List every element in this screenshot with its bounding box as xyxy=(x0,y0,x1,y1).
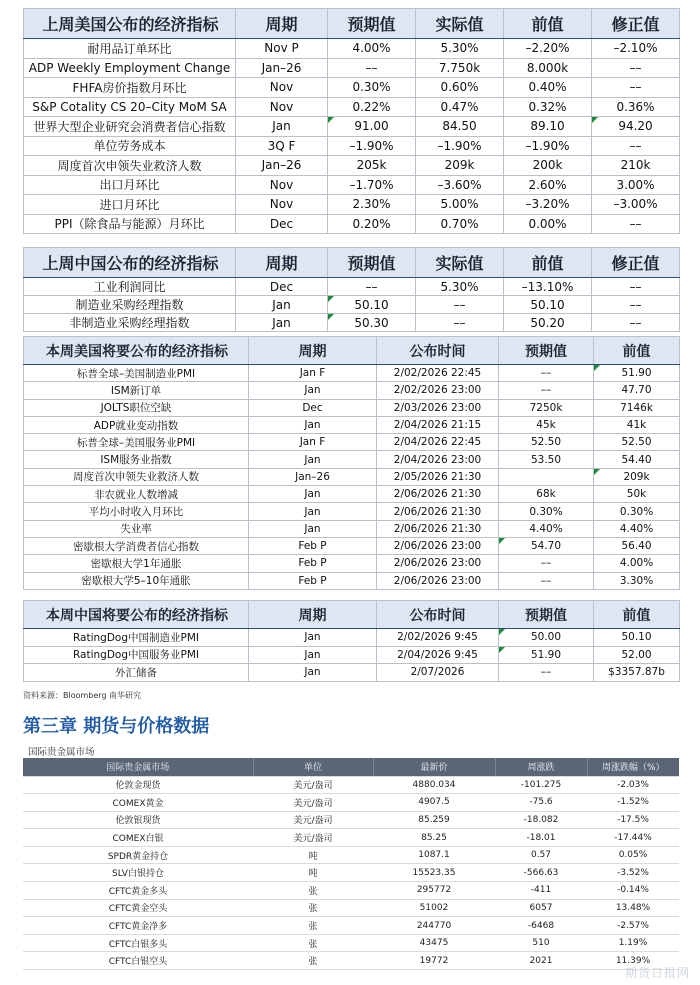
column-header: 上周中国公布的经济指标 xyxy=(24,248,236,278)
table-cell: 84.50 xyxy=(416,117,504,137)
table-cell: –– xyxy=(499,365,594,382)
table-cell: JOLTS职位空缺 xyxy=(24,399,249,416)
cn-last-week-table xyxy=(23,247,680,332)
column-header: 前值 xyxy=(594,337,680,365)
table-cell: 50.00 xyxy=(499,629,594,647)
table-cell: 2/02/2026 22:45 xyxy=(377,365,499,382)
column-header: 修正值 xyxy=(592,248,680,278)
column-header: 本周中国将要公布的经济指标 xyxy=(24,601,249,629)
table-cell: 周度首次申领失业救济人数 xyxy=(24,156,236,176)
table-cell: 200k xyxy=(504,156,592,176)
table-cell: -17.44% xyxy=(587,829,679,847)
table-cell: Jan xyxy=(249,486,377,503)
table-cell: –1.90% xyxy=(504,136,592,156)
table-cell: 2/05/2026 21:30 xyxy=(377,468,499,485)
table-row xyxy=(24,278,680,296)
column-header: 前值 xyxy=(504,248,592,278)
table-cell: 张 xyxy=(253,934,373,952)
column-header: 周期 xyxy=(236,248,328,278)
table-cell: 8.000k xyxy=(504,58,592,78)
table-cell: 85.25 xyxy=(373,829,495,847)
table-cell: COMEX黄金 xyxy=(23,794,253,812)
table-cell: 47.70 xyxy=(594,382,680,399)
table-cell: 2/06/2026 23:00 xyxy=(377,555,499,572)
table-cell: 吨 xyxy=(253,846,373,864)
table-cell: –3.20% xyxy=(504,195,592,215)
column-header: 国际贵金属市场 xyxy=(23,758,253,776)
table-cell: ISM服务业指数 xyxy=(24,451,249,468)
table-cell: –1.90% xyxy=(328,136,416,156)
table-row xyxy=(23,899,679,917)
table-cell: 244770 xyxy=(373,917,495,935)
table-cell: 0.47% xyxy=(416,97,504,117)
cn-this-week-table xyxy=(23,600,680,682)
table-row xyxy=(23,846,679,864)
table-cell: CFTC黄金空头 xyxy=(23,899,253,917)
table-row xyxy=(24,520,680,537)
table-row xyxy=(23,952,679,970)
table-cell: Jan xyxy=(249,416,377,433)
column-header: 单位 xyxy=(253,758,373,776)
table-cell: 50.10 xyxy=(504,296,592,314)
table-row xyxy=(24,136,680,156)
table-row xyxy=(24,78,680,98)
table-cell: 周度首次申领失业救济人数 xyxy=(24,468,249,485)
table-cell: –2.10% xyxy=(592,39,680,59)
table-cell: CFTC黄金净多 xyxy=(23,917,253,935)
table-cell: 制造业采购经理指数 xyxy=(24,296,236,314)
table-row xyxy=(24,503,680,520)
table-cell: CFTC白银空头 xyxy=(23,952,253,970)
table-row xyxy=(24,314,680,332)
precious-metals-table xyxy=(23,758,679,970)
table-cell: 41k xyxy=(594,416,680,433)
table-cell: –3.00% xyxy=(592,195,680,215)
table-cell: –2.20% xyxy=(504,39,592,59)
table-cell: 美元/盎司 xyxy=(253,829,373,847)
table-cell: 2/04/2026 22:45 xyxy=(377,434,499,451)
table-cell: PPI（除食品与能源）月环比 xyxy=(24,214,236,234)
table-cell: CFTC白银多头 xyxy=(23,934,253,952)
table-cell: –– xyxy=(499,572,594,589)
table-cell: -0.14% xyxy=(587,882,679,900)
table-cell: –1.70% xyxy=(328,175,416,195)
column-header: 本周美国将要公布的经济指标 xyxy=(24,337,249,365)
table-row xyxy=(24,451,680,468)
table-cell: –– xyxy=(416,314,504,332)
table-cell: 3Q F xyxy=(236,136,328,156)
table-cell: Jan xyxy=(236,296,328,314)
column-header: 周期 xyxy=(236,9,328,39)
table-cell: 0.22% xyxy=(328,97,416,117)
table-cell: 5.00% xyxy=(416,195,504,215)
table-cell: 3.30% xyxy=(594,572,680,589)
table-cell: 张 xyxy=(253,882,373,900)
table-cell: 4907.5 xyxy=(373,794,495,812)
table-cell: 15523.35 xyxy=(373,864,495,882)
table-cell: 2.30% xyxy=(328,195,416,215)
table-cell: 伦敦金现货 xyxy=(23,776,253,794)
table-cell: -2.03% xyxy=(587,776,679,794)
table-cell: -3.52% xyxy=(587,864,679,882)
table-cell: 91.00 xyxy=(328,117,416,137)
column-header: 预期值 xyxy=(328,248,416,278)
table-row xyxy=(24,175,680,195)
table-cell: Nov xyxy=(236,175,328,195)
table-cell: ADP Weekly Employment Change xyxy=(24,58,236,78)
column-header: 公布时间 xyxy=(377,601,499,629)
table-cell: 2/06/2026 21:30 xyxy=(377,503,499,520)
table-cell: 50.10 xyxy=(594,629,680,647)
table-cell: Jan xyxy=(249,451,377,468)
table-row xyxy=(24,296,680,314)
table-cell: RatingDog中国服务业PMI xyxy=(24,646,249,664)
table-row xyxy=(23,794,679,812)
table-cell: 0.60% xyxy=(416,78,504,98)
table-row xyxy=(24,572,680,589)
metals-caption: 国际贵金属市场 xyxy=(28,747,95,758)
table-cell: 51.90 xyxy=(594,365,680,382)
table-cell: –1.90% xyxy=(416,136,504,156)
table-cell: 1.19% xyxy=(587,934,679,952)
table-cell: –– xyxy=(416,296,504,314)
table-cell: -75.6 xyxy=(495,794,587,812)
table-cell: 2/06/2026 21:30 xyxy=(377,486,499,503)
table-cell: S&P Cotality CS 20–City MoM SA xyxy=(24,97,236,117)
table-cell: -18.082 xyxy=(495,811,587,829)
column-header: 预期值 xyxy=(499,337,594,365)
table-cell: 2/04/2026 23:00 xyxy=(377,451,499,468)
table-cell: –– xyxy=(499,555,594,572)
table-cell: Nov P xyxy=(236,39,328,59)
table-cell: Nov xyxy=(236,78,328,98)
table-cell: 张 xyxy=(253,952,373,970)
column-header: 预期值 xyxy=(499,601,594,629)
table-row xyxy=(24,195,680,215)
table-cell: 外汇储备 xyxy=(24,664,249,682)
table-cell: –– xyxy=(592,296,680,314)
us-this-week-table xyxy=(23,336,680,590)
column-header: 上周美国公布的经济指标 xyxy=(24,9,236,39)
table-cell: Jan xyxy=(249,646,377,664)
table-cell: 0.30% xyxy=(328,78,416,98)
table-cell: Jan F xyxy=(249,365,377,382)
table-row xyxy=(23,864,679,882)
table-cell: 0.30% xyxy=(594,503,680,520)
table-cell: 51002 xyxy=(373,899,495,917)
table-row xyxy=(24,365,680,382)
table-cell: 标普全球–美国服务业PMI xyxy=(24,434,249,451)
table-cell: 平均小时收入月环比 xyxy=(24,503,249,520)
column-header: 前值 xyxy=(504,9,592,39)
table-cell: –– xyxy=(592,58,680,78)
column-header: 实际值 xyxy=(416,9,504,39)
table-row xyxy=(24,486,680,503)
table-cell: -1.52% xyxy=(587,794,679,812)
table-header-row xyxy=(24,337,680,365)
column-header: 预期值 xyxy=(328,9,416,39)
table-cell: 吨 xyxy=(253,864,373,882)
table-cell: Jan xyxy=(249,503,377,520)
source-note: 资料来源：Bloomberg 南华研究 xyxy=(23,691,142,700)
table-cell: COMEX白银 xyxy=(23,829,253,847)
table-header-row xyxy=(24,248,680,278)
table-cell: 密歇根大学5–10年通胀 xyxy=(24,572,249,589)
table-row xyxy=(23,829,679,847)
table-cell: 11.39% xyxy=(587,952,679,970)
table-cell: 0.00% xyxy=(504,214,592,234)
table-cell: -17.5% xyxy=(587,811,679,829)
column-header: 前值 xyxy=(594,601,680,629)
table-cell: 1087.1 xyxy=(373,846,495,864)
column-header: 实际值 xyxy=(416,248,504,278)
table-cell: 失业率 xyxy=(24,520,249,537)
table-cell: 7.750k xyxy=(416,58,504,78)
table-cell: 4880.034 xyxy=(373,776,495,794)
table-cell: 209k xyxy=(594,468,680,485)
column-header: 周涨跌幅（%） xyxy=(587,758,679,776)
table-cell: Jan xyxy=(249,629,377,647)
table-cell: 6057 xyxy=(495,899,587,917)
table-cell: 0.05% xyxy=(587,846,679,864)
table-cell: 54.70 xyxy=(499,537,594,554)
table-cell: 13.48% xyxy=(587,899,679,917)
table-row xyxy=(24,382,680,399)
table-row xyxy=(23,776,679,794)
table-cell: 52.50 xyxy=(499,434,594,451)
table-cell: 50.10 xyxy=(328,296,416,314)
table-cell: 0.20% xyxy=(328,214,416,234)
table-cell: 43475 xyxy=(373,934,495,952)
table-cell: 5.30% xyxy=(416,39,504,59)
table-cell: 标普全球–美国制造业PMI xyxy=(24,365,249,382)
table-cell: SPDR黄金持仓 xyxy=(23,846,253,864)
table-cell: 伦敦银现货 xyxy=(23,811,253,829)
table-cell: 0.40% xyxy=(504,78,592,98)
table-cell: 4.40% xyxy=(499,520,594,537)
table-row xyxy=(23,811,679,829)
table-cell: Jan xyxy=(249,664,377,682)
table-row xyxy=(24,416,680,433)
table-cell: 7250k xyxy=(499,399,594,416)
table-cell: 非制造业采购经理指数 xyxy=(24,314,236,332)
table-cell: 50.20 xyxy=(504,314,592,332)
table-cell: –– xyxy=(499,382,594,399)
table-cell: Jan xyxy=(236,314,328,332)
table-cell: 3.00% xyxy=(592,175,680,195)
table-row xyxy=(24,664,680,682)
table-cell: –– xyxy=(592,214,680,234)
table-cell: 2/06/2026 23:00 xyxy=(377,572,499,589)
table-row xyxy=(23,934,679,952)
table-cell: 85.259 xyxy=(373,811,495,829)
table-cell: 7146k xyxy=(594,399,680,416)
table-row xyxy=(24,117,680,137)
table-cell: 单位劳务成本 xyxy=(24,136,236,156)
table-cell: $3357.87b xyxy=(594,664,680,682)
table-cell: Nov xyxy=(236,195,328,215)
table-cell: 68k xyxy=(499,486,594,503)
table-row xyxy=(23,882,679,900)
chapter-title: 第三章 期货与价格数据 xyxy=(23,716,210,737)
table-cell: 5.30% xyxy=(416,278,504,296)
table-cell: Jan F xyxy=(249,434,377,451)
table-cell: 4.00% xyxy=(328,39,416,59)
table-cell: –– xyxy=(592,278,680,296)
column-header: 最新价 xyxy=(373,758,495,776)
table-cell: Jan xyxy=(249,520,377,537)
column-header: 公布时间 xyxy=(377,337,499,365)
table-cell: 美元/盎司 xyxy=(253,776,373,794)
table-cell: –– xyxy=(499,664,594,682)
table-cell: Jan xyxy=(249,382,377,399)
table-cell: 54.40 xyxy=(594,451,680,468)
table-cell: 89.10 xyxy=(504,117,592,137)
table-cell: Jan xyxy=(236,117,328,137)
table-cell: 0.30% xyxy=(499,503,594,520)
table-cell: –– xyxy=(328,58,416,78)
table-cell: 56.40 xyxy=(594,537,680,554)
table-row xyxy=(24,537,680,554)
table-cell: 45k xyxy=(499,416,594,433)
table-row xyxy=(24,58,680,78)
us-last-week-table xyxy=(23,8,680,234)
table-cell: 密歇根大学消费者信心指数 xyxy=(24,537,249,554)
watermark: 期货日报网 xyxy=(624,966,690,980)
table-cell: 张 xyxy=(253,899,373,917)
table-cell: ADP就业变动指数 xyxy=(24,416,249,433)
table-cell: 2/02/2026 23:00 xyxy=(377,382,499,399)
table-cell: 2/04/2026 9:45 xyxy=(377,646,499,664)
table-cell: 295772 xyxy=(373,882,495,900)
table-cell: FHFA房价指数月环比 xyxy=(24,78,236,98)
table-row xyxy=(24,646,680,664)
table-cell: Nov xyxy=(236,97,328,117)
table-row xyxy=(24,629,680,647)
table-cell: 0.32% xyxy=(504,97,592,117)
table-cell: 美元/盎司 xyxy=(253,811,373,829)
table-cell: –– xyxy=(592,78,680,98)
table-row xyxy=(24,156,680,176)
column-header: 周涨跌 xyxy=(495,758,587,776)
column-header: 周期 xyxy=(249,337,377,365)
table-cell: 0.57 xyxy=(495,846,587,864)
table-cell: -411 xyxy=(495,882,587,900)
table-cell: 美元/盎司 xyxy=(253,794,373,812)
column-header: 周期 xyxy=(249,601,377,629)
table-cell: 工业利润同比 xyxy=(24,278,236,296)
table-cell: 51.90 xyxy=(499,646,594,664)
table-cell: 2.60% xyxy=(504,175,592,195)
table-cell: -2.57% xyxy=(587,917,679,935)
table-header-row xyxy=(23,758,679,776)
table-cell: 50.30 xyxy=(328,314,416,332)
table-cell: 出口月环比 xyxy=(24,175,236,195)
table-cell: 耐用品订单环比 xyxy=(24,39,236,59)
table-cell: 209k xyxy=(416,156,504,176)
table-cell: 0.36% xyxy=(592,97,680,117)
table-row xyxy=(24,214,680,234)
table-cell: 2/04/2026 21:15 xyxy=(377,416,499,433)
table-cell: –– xyxy=(328,278,416,296)
table-cell: –– xyxy=(592,314,680,332)
table-row xyxy=(23,917,679,935)
table-row xyxy=(24,97,680,117)
table-cell: –– xyxy=(592,136,680,156)
table-cell: 非农就业人数增减 xyxy=(24,486,249,503)
table-cell: 张 xyxy=(253,917,373,935)
table-cell xyxy=(499,468,594,485)
table-cell: Jan–26 xyxy=(249,468,377,485)
table-cell: 2/03/2026 23:00 xyxy=(377,399,499,416)
table-cell: 世界大型企业研究会消费者信心指数 xyxy=(24,117,236,137)
table-cell: 2/02/2026 9:45 xyxy=(377,629,499,647)
table-cell: 4.40% xyxy=(594,520,680,537)
table-cell: 52.00 xyxy=(594,646,680,664)
table-cell: 50k xyxy=(594,486,680,503)
table-cell: 2/06/2026 21:30 xyxy=(377,520,499,537)
table-cell: 2021 xyxy=(495,952,587,970)
table-cell: Dec xyxy=(249,399,377,416)
table-cell: 52.50 xyxy=(594,434,680,451)
table-row xyxy=(24,555,680,572)
table-cell: RatingDog中国制造业PMI xyxy=(24,629,249,647)
table-cell: -566.63 xyxy=(495,864,587,882)
table-cell: 19772 xyxy=(373,952,495,970)
table-cell: 205k xyxy=(328,156,416,176)
table-cell: ISM新订单 xyxy=(24,382,249,399)
table-cell: Jan–26 xyxy=(236,156,328,176)
table-row xyxy=(24,39,680,59)
table-row xyxy=(24,434,680,451)
table-cell: 210k xyxy=(592,156,680,176)
table-cell: SLV白银持仓 xyxy=(23,864,253,882)
table-cell: 2/07/2026 xyxy=(377,664,499,682)
table-cell: 94.20 xyxy=(592,117,680,137)
table-cell: CFTC黄金多头 xyxy=(23,882,253,900)
table-cell: -6468 xyxy=(495,917,587,935)
table-header-row xyxy=(24,9,680,39)
table-cell: -18.01 xyxy=(495,829,587,847)
table-row xyxy=(24,468,680,485)
column-header: 修正值 xyxy=(592,9,680,39)
table-cell: 2/06/2026 23:00 xyxy=(377,537,499,554)
table-header-row xyxy=(24,601,680,629)
table-cell: –13.10% xyxy=(504,278,592,296)
table-cell: Feb P xyxy=(249,537,377,554)
table-cell: 进口月环比 xyxy=(24,195,236,215)
table-cell: Feb P xyxy=(249,572,377,589)
table-cell: -101.275 xyxy=(495,776,587,794)
table-cell: Dec xyxy=(236,278,328,296)
table-cell: 0.70% xyxy=(416,214,504,234)
table-cell: 510 xyxy=(495,934,587,952)
table-cell: –3.60% xyxy=(416,175,504,195)
table-cell: Feb P xyxy=(249,555,377,572)
table-cell: Jan–26 xyxy=(236,58,328,78)
table-cell: 4.00% xyxy=(594,555,680,572)
table-row xyxy=(24,399,680,416)
table-cell: 密歇根大学1年通胀 xyxy=(24,555,249,572)
table-cell: Dec xyxy=(236,214,328,234)
table-cell: 53.50 xyxy=(499,451,594,468)
